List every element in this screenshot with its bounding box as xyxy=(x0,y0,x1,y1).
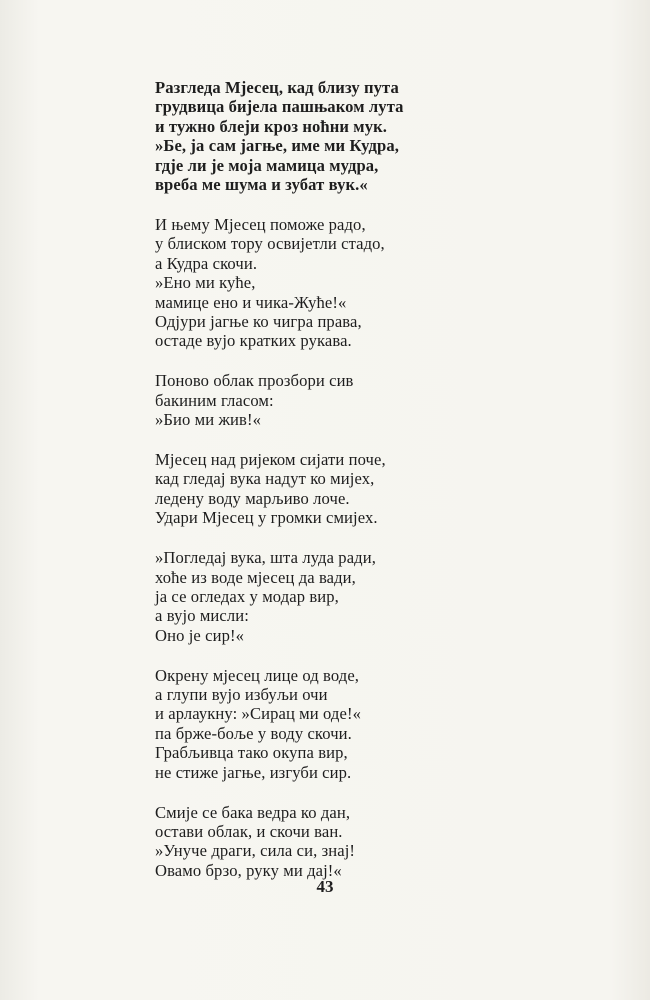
stanza xyxy=(155,548,475,645)
stanza xyxy=(155,371,475,429)
stanza xyxy=(155,803,475,881)
stanza xyxy=(155,215,475,351)
poem-line: »Ено ми куће, xyxy=(155,273,256,293)
poem-line: а Кудра скочи. xyxy=(155,253,258,273)
poem-line: »Унуче драги, сила си, знај! xyxy=(155,841,356,861)
poem-line: па брже-боље у воду скочи. xyxy=(155,723,352,743)
poem-line: вреба ме шума и зубат вук.« xyxy=(155,175,368,195)
poem-line: »Погледај вука, шта луда ради, xyxy=(155,548,376,568)
poem-line: Грабљивца тако окупа вир, xyxy=(155,743,348,763)
poem-line: Мјесец над ријеком сијати поче, xyxy=(155,450,386,469)
stanza xyxy=(155,450,475,528)
poem-line: Поново облак прозбори сив xyxy=(155,371,354,391)
page-number: 43 xyxy=(316,877,334,896)
poem-line: у блиском тору освијетли стадо, xyxy=(155,234,385,254)
poem-line: ледену воду марљиво лоче. xyxy=(155,488,350,508)
poem-text xyxy=(155,78,475,901)
stanza xyxy=(155,666,475,782)
poem-line: бакиним гласом: xyxy=(155,390,274,410)
poem-line: И њему Мјесец поможе радо, xyxy=(155,214,366,234)
stanza xyxy=(155,78,475,194)
poem-line: Смије се бака ведра ко дан, xyxy=(155,802,351,822)
poem-line: Разгледа Мјесец, кад близу пута xyxy=(155,78,399,97)
poem-line: Овамо брзо, руку ми дај!« xyxy=(155,860,342,880)
poem-line: »Бе, ја сам јагње, име ми Кудра, xyxy=(155,136,399,156)
poem-line: грудвица бијела пашњаком лута xyxy=(155,97,404,117)
poem-line: не стиже јагње, изгуби сир. xyxy=(155,762,352,782)
poem-line: и арлаукну: »Сирац ми оде!« xyxy=(155,704,361,724)
poem-line: Оно је сир!« xyxy=(155,625,244,645)
poem-line: хоће из воде мјесец да вади, xyxy=(155,567,356,587)
poem-line: гдје ли је моја мамица мудра, xyxy=(155,155,379,175)
poem-line: а вујо мисли: xyxy=(155,606,249,626)
poem-line: Одјури јагње ко чигра права, xyxy=(155,311,362,331)
poem-line: Окрену мјесец лице од воде, xyxy=(155,665,360,685)
poem-line: кад гледај вука надут ко мијех, xyxy=(155,469,375,489)
poem-line: ја се огледах у модар вир, xyxy=(155,586,339,606)
poem-line: »Био ми жив!« xyxy=(155,410,261,430)
poem-line: остаде вујо кратких рукава. xyxy=(155,331,352,351)
poem-line: остави облак, и скочи ван. xyxy=(155,822,343,841)
poem-line: и тужно блеји кроз ноћни мук. xyxy=(155,116,388,136)
poem-line: мамице ено и чика-Жуће!« xyxy=(155,292,347,312)
poem-line: а глупи вујо избуљи очи xyxy=(155,685,328,705)
poem-line: Удари Мјесец у громки смијех. xyxy=(155,508,378,528)
